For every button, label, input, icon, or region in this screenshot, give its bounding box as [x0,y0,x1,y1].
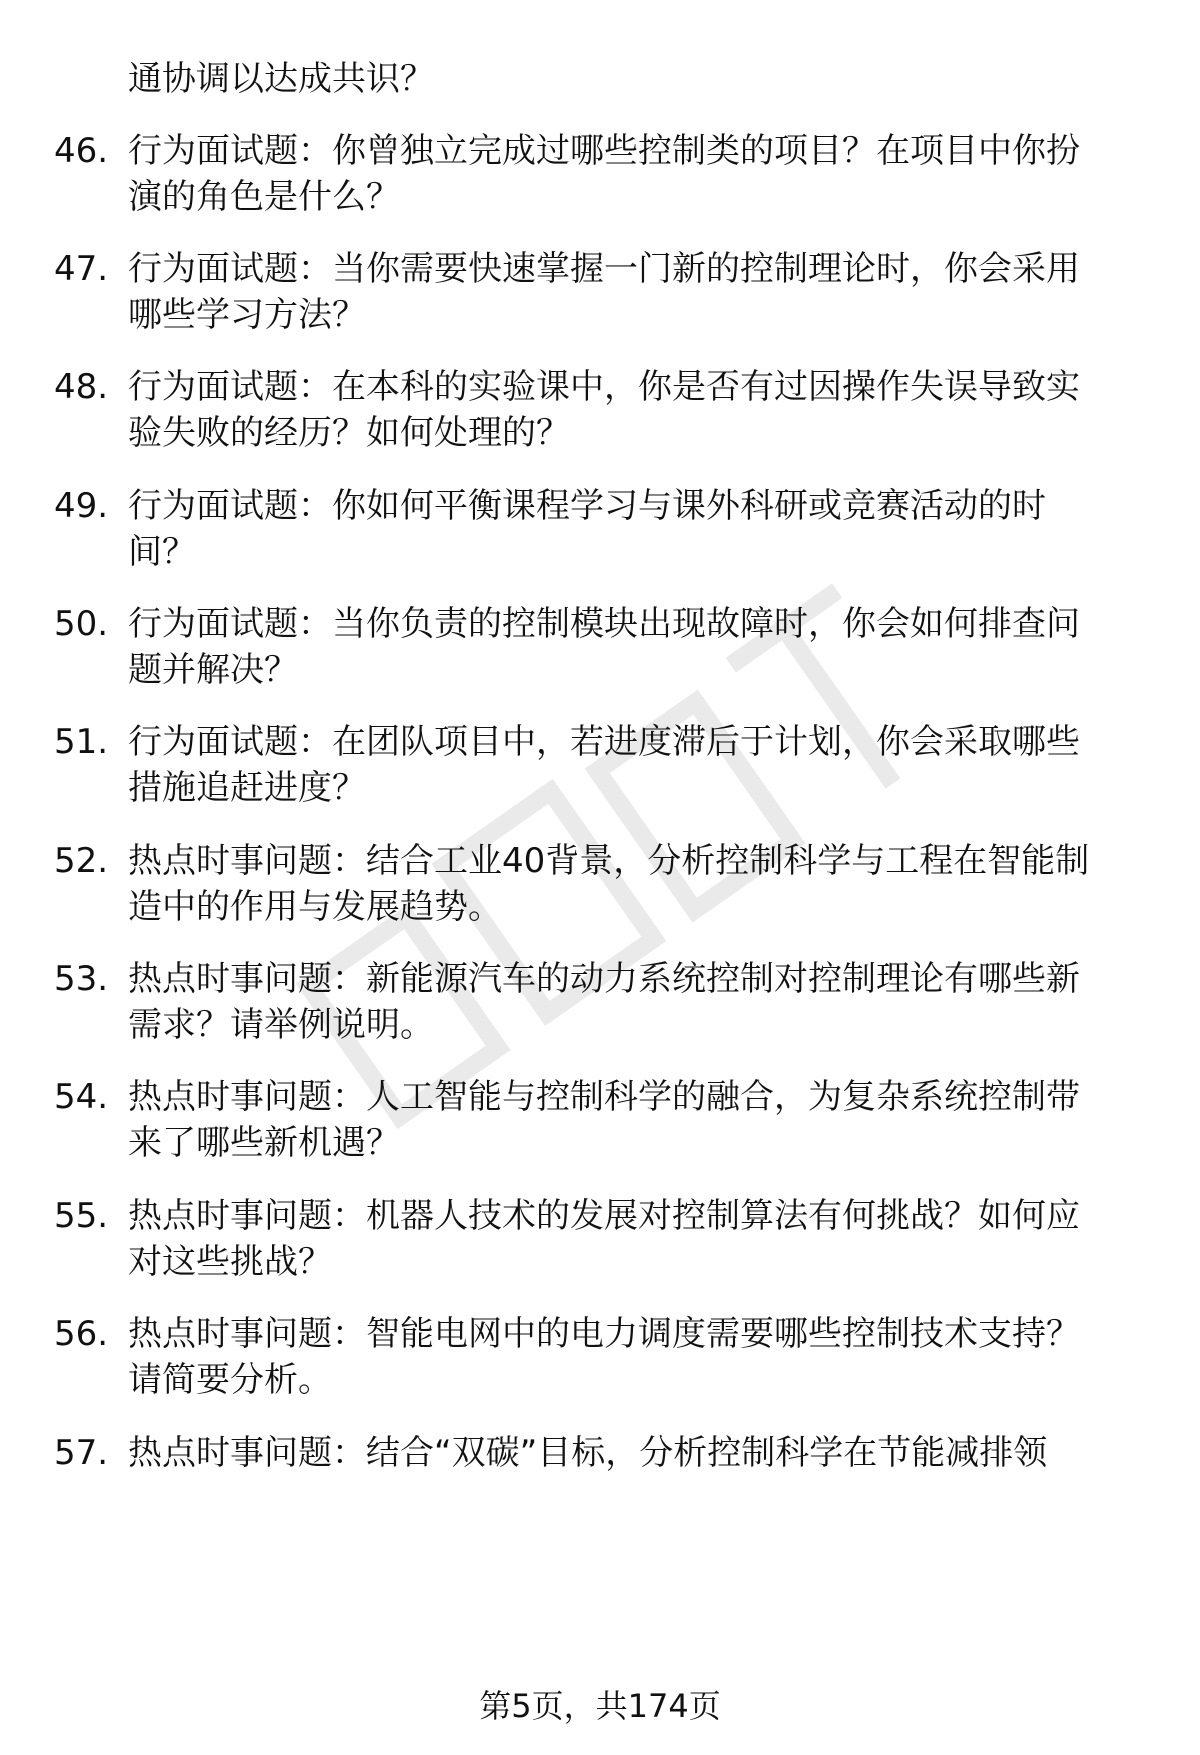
question-number: 50. [54,604,109,644]
question-number: 56. [54,1314,109,1354]
question-number: 57. [54,1433,109,1473]
question-text-line: 演的角色是什么？ [128,177,400,217]
question-number: 47. [54,249,109,289]
question-text-line: 热点时事问题：结合“双碳”目标，分析控制科学在节能减排领 [128,1433,1048,1473]
question-text-line: 来了哪些新机遇？ [128,1123,400,1163]
question-number: 49. [54,486,109,526]
question-text-line: 措施追赶进度？ [128,768,366,808]
question-text-line: 热点时事问题：结合工业40背景，分析控制科学与工程在智能制 [128,841,1090,881]
question-text-line: 需求？请举例说明。 [128,1005,434,1045]
question-text-line: 造中的作用与发展趋势。 [128,887,502,927]
question-text-line: 热点时事问题：人工智能与控制科学的融合，为复杂系统控制带 [128,1077,1080,1117]
question-text-line: 请简要分析。 [128,1360,332,1400]
question-text-line: 热点时事问题：新能源汽车的动力系统控制对控制理论有哪些新 [128,959,1080,999]
question-text-line: 行为面试题：当你负责的控制模块出现故障时，你会如何排查问 [128,604,1080,644]
question-text-line: 热点时事问题：机器人技术的发展对控制算法有何挑战？如何应 [128,1196,1080,1236]
question-text-line: 哪些学习方法？ [128,295,366,335]
question-number: 52. [54,841,109,881]
question-text-line: 行为面试题：在团队项目中，若进度滞后于计划，你会采取哪些 [128,722,1080,762]
question-text-line: 验失败的经历？如何处理的？ [128,413,570,453]
question-text-line: 热点时事问题：智能电网中的电力调度需要哪些控制技术支持？ [128,1314,1080,1354]
question-number: 54. [54,1077,109,1117]
page-footer: 第5页，共174页 [479,1687,721,1725]
question-text-line: 对这些挑战？ [128,1242,332,1282]
question-text-line: 行为面试题：你如何平衡课程学习与课外科研或竞赛活动的时 [128,486,1046,526]
question-number: 51. [54,722,109,762]
continuation-text: 通协调以达成共识？ [128,59,434,99]
question-number: 48. [54,367,109,407]
question-text-line: 题并解决？ [128,650,298,690]
question-text-line: 行为面试题：当你需要快速掌握一门新的控制理论时，你会采用 [128,249,1080,289]
question-number: 53. [54,959,109,999]
question-text-line: 行为面试题：你曾独立完成过哪些控制类的项目？在项目中你扮 [128,131,1080,171]
question-text-line: 行为面试题：在本科的实验课中，你是否有过因操作失误导致实 [128,367,1080,407]
question-number: 55. [54,1196,109,1236]
question-text-line: 间？ [128,532,196,572]
question-number: 46. [54,131,109,171]
